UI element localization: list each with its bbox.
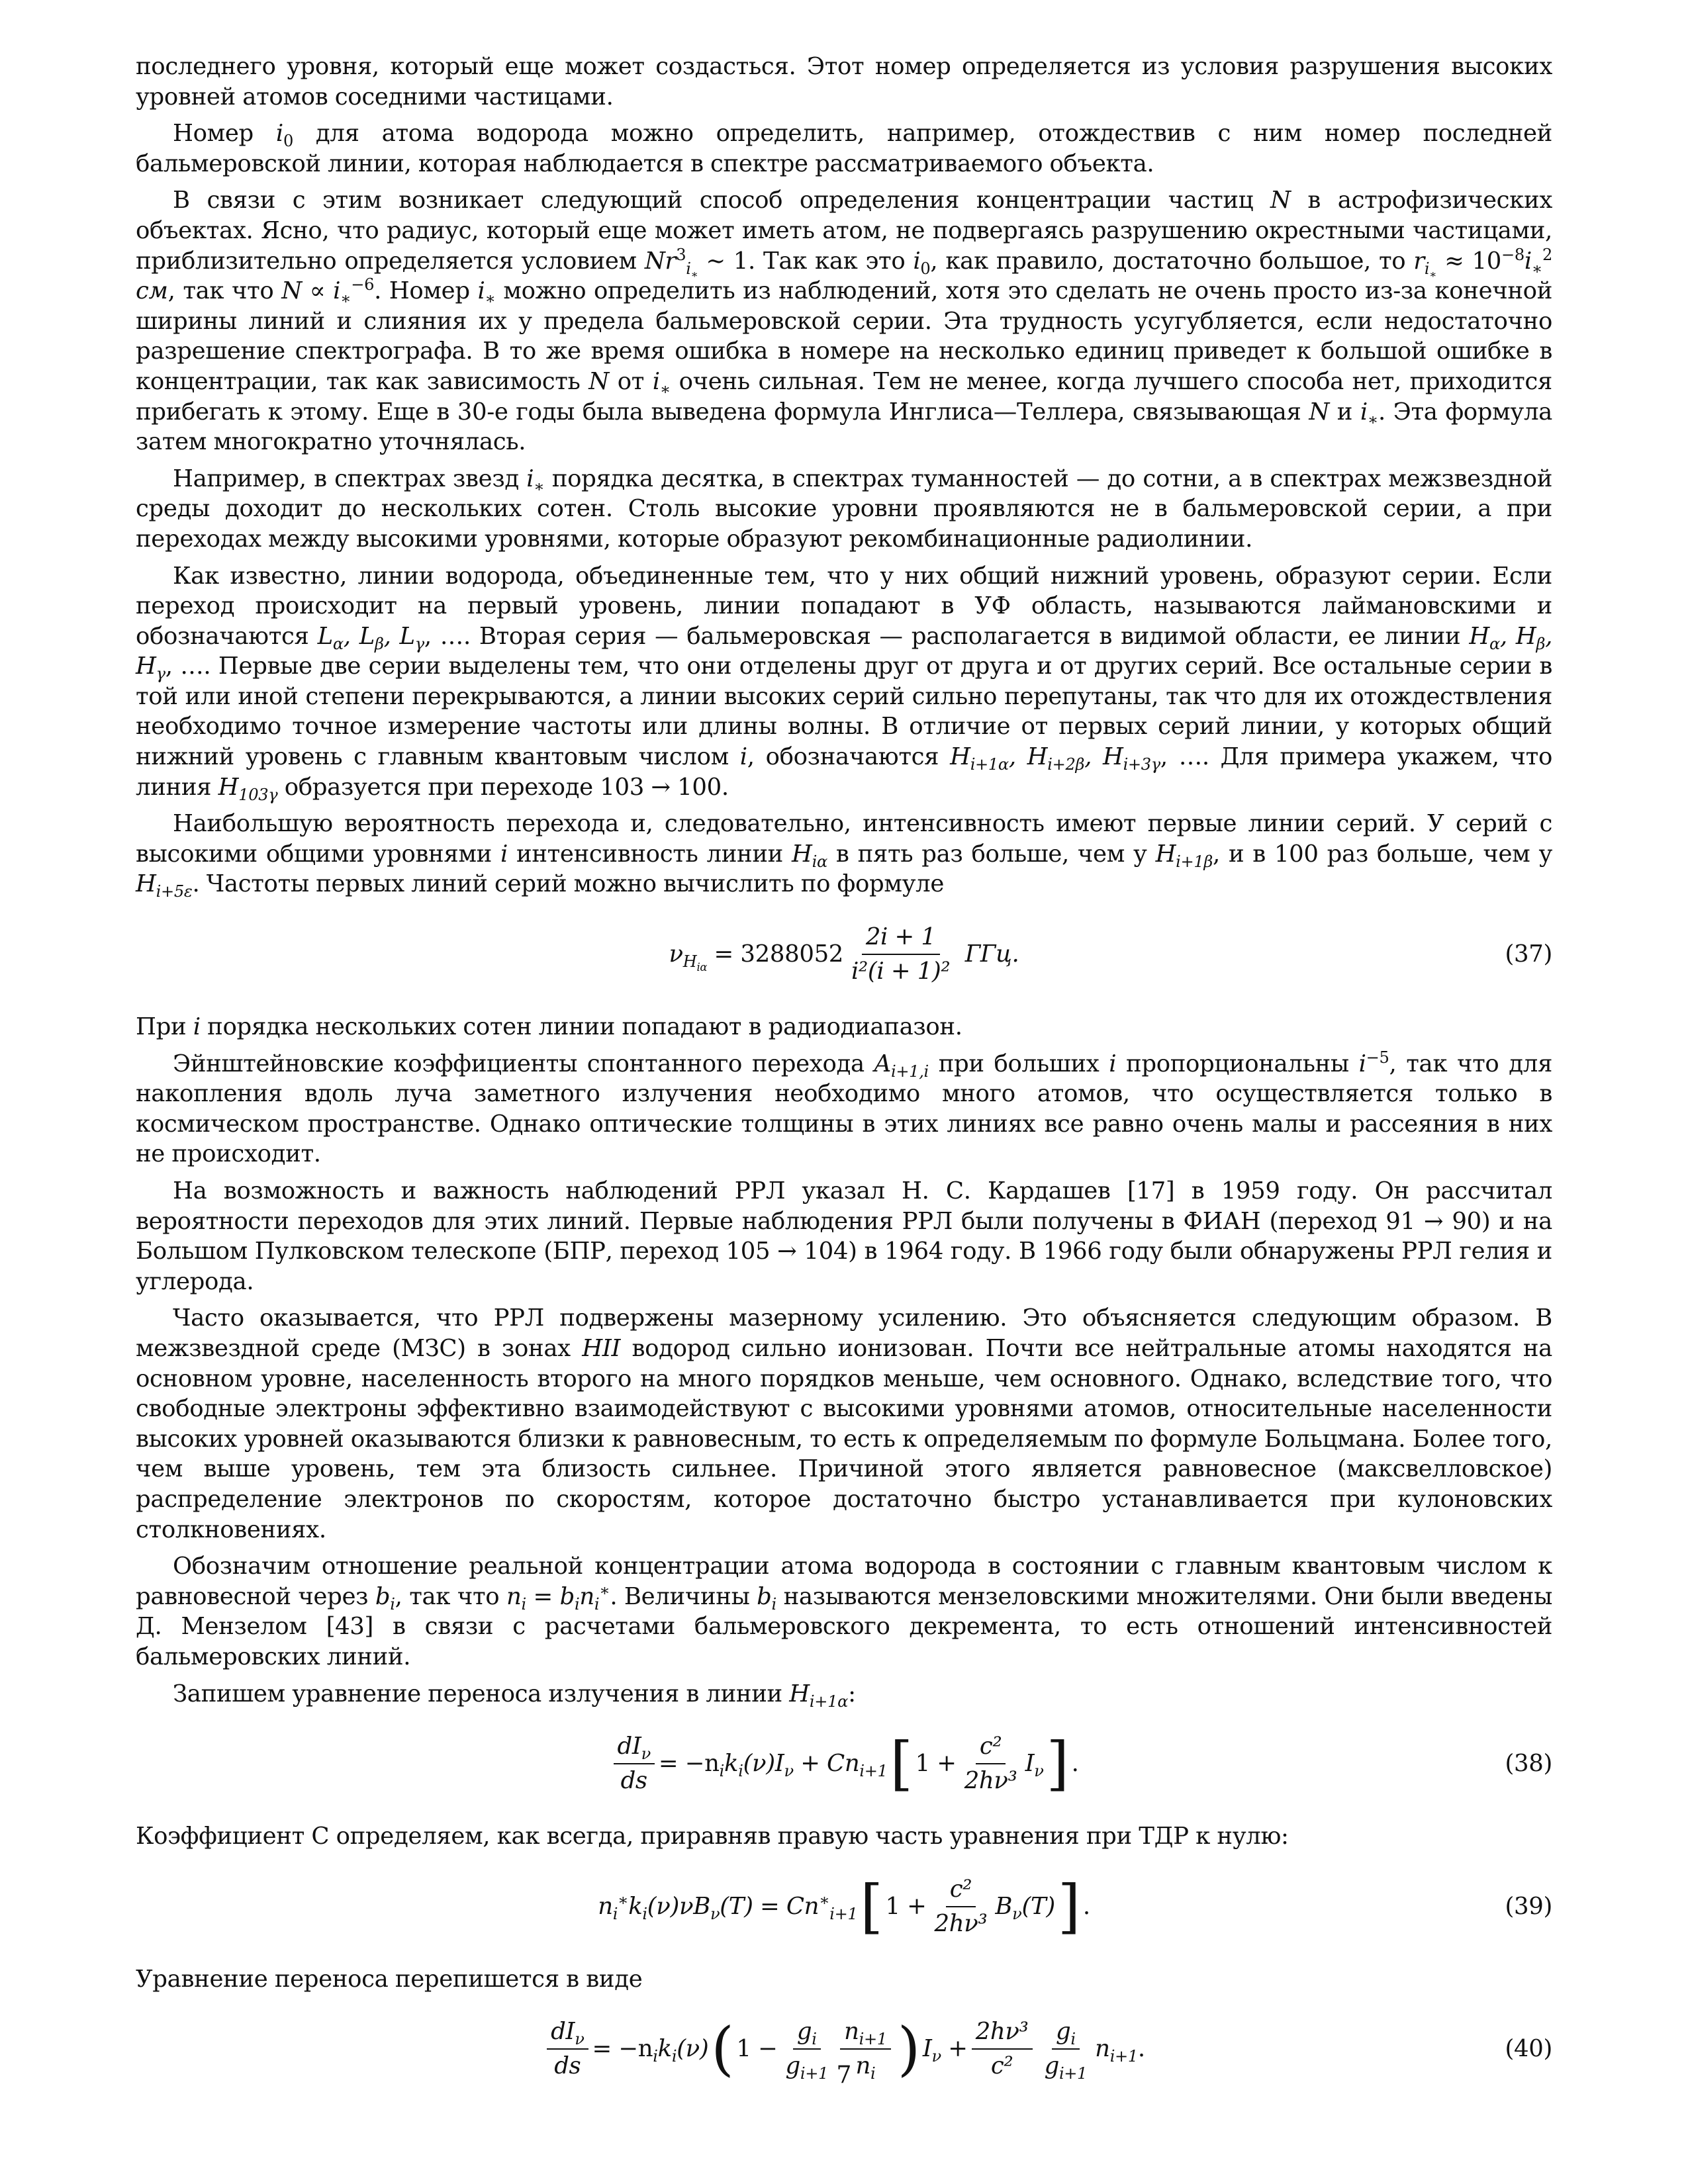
equation-38: $\frac{dI_\nu}{ds}$ = $-n_ik_i(\nu)I_\nu + Cn_{i+1}$ [ 1 + $\frac{\text{c²}}{\text{2hν³}}$ $I_\nu$ ] . (38) <box>136 1721 1552 1807</box>
fraction: $\frac{2i + 1}{\text{i²(i + 1)²}}$ <box>851 923 951 985</box>
math-ni-eq: $n_i = b_in_i^∗$ <box>506 1580 610 1614</box>
math-i: i <box>739 743 747 771</box>
paragraph-7: При i порядка нескольких сотен линии попадают в радиодиапазон. <box>136 1013 962 1041</box>
math-i: i <box>193 1013 201 1041</box>
math-N: N <box>1309 398 1330 426</box>
paragraph-14: Уравнение переноса перепишется в виде <box>136 1965 643 1993</box>
text: последнего уровня, который еще может создасться. Этот номер определяется из условия разрушения высоких уровней атомов соседними частицами. <box>136 53 1552 111</box>
math-high-series: $H_{i+1\alpha}$, $H_{i+2\beta}$, $H_{i+3\gamma}$, … <box>950 743 1202 774</box>
document-page <box>136 52 1552 2107</box>
equation-number: (38) <box>1505 1750 1552 1778</box>
math-lyman-series: $L_\alpha$, $L_\beta$, $L_\gamma$, … <box>317 622 463 653</box>
paragraph-4: Например, в спектрах звезд $i_∗$ порядка десятка, в спектрах туманностей — до сотни, а в спектрах межзвездной среды доходит до нескольких сотен. Столь высокие уровни проявляются не в бальмеровской серии, а при переходах между высокими уровнями, которые образуют рекомбинационные радиолинии. <box>136 465 1553 553</box>
math-N: N <box>1270 187 1291 214</box>
math-i-pow: $i^{-5}$ <box>1358 1048 1389 1077</box>
math-i0: $i_0$ <box>913 247 931 278</box>
math-i: i <box>1109 1050 1117 1077</box>
math-istar: $i_∗$ <box>1360 398 1378 429</box>
math-h-i5e: $H_{i+5\varepsilon}$ <box>136 870 193 901</box>
paragraph-10: Часто оказывается, что РРЛ подвержены мазерному усилению. Это объясняется следующим образом. В межзвездной среде (МЗС) в зонах HII водород сильно ионизован. Почти все нейтральные атомы находятся на основном уровне, населенность второго на много порядков меньше, чем основного. Однако, вследствие того, что свободные электроны эффективно взаимодействуют с высокими уровнями атомов, относительные населенности высоких уровней оказываются близки к равновесным, то есть к определяемым по формуле Больцмана. Более того, чем выше уровень, тем эта близость сильнее. Причиной этого является равновесное (максвелловское) распределение электронов по скоростям, которое достаточно быстро устанавливается при кулоновских столкновениях. <box>136 1304 1553 1543</box>
math-istar: $i_∗$ <box>652 367 671 399</box>
math-bi: $b_i$ <box>757 1582 776 1614</box>
math-N: N <box>588 367 609 395</box>
text: для атома водорода можно определить, например, отождествив с ним номер последней бальмеровской линии, которая наблюдается в спектре рассматриваемого объекта. <box>136 120 1552 177</box>
paragraph-9: На возможность и важность наблюдений РРЛ указал Н. С. Кардашев [17] в 1959 году. Он рассчитал вероятности переходов для этих линий. Первые наблюдения РРЛ были получены в ФИАН (переход 91 → 90) и на Большом Пулковском телескопе (БПР, переход 105 → 104) в 1964 году. В 1966 году были обнаружены РРЛ гелия и углерода. <box>136 1177 1552 1295</box>
equation-number: (39) <box>1505 1892 1552 1920</box>
math-h-ia: $H_{i\alpha}$ <box>791 840 827 871</box>
math-h-i1a: $H_{i+1\alpha}$ <box>789 1680 849 1711</box>
paragraph-5: Как известно, линии водорода, объединенные тем, что у них общий нижний уровень, образуют серии. Если переход происходит на первый уровень, линии попадают в УФ область, называются лаймановскими и обозначаются $L_\alpha$, $L_\beta$, $L_\gamma$, …. Вторая серия — бальмеровская — располагается в видимой области, ее линии $H_\alpha$, $H_\beta$, $H_\gamma$, …. Первые две серии выделены тем, что они отделены друг от друга и от других серий. Все остальные серии в той или иной степени перекрываются, а линии высоких серий сильно перепутаны, так что для их отождествления необходимо точное измерение частоты или длины волны. В отличие от первых серий линии, у которых общий нижний уровень с главным квантовым числом i, обозначаются $H_{i+1\alpha}$, $H_{i+2\beta}$, $H_{i+3\gamma}$, …. Для примера укажем, что линия $H_{103\gamma}$ образуется при переходе 103 → 100. <box>136 562 1553 804</box>
page-number: 7 <box>836 2062 852 2089</box>
math-bi: $b_i$ <box>375 1582 395 1614</box>
equation-number: (40) <box>1505 2035 1552 2063</box>
paragraph-6: Наибольшую вероятность перехода и, следовательно, интенсивность имеют первые линии серий. У серий с высокими общими уровнями i интенсивность линии $H_{i\alpha}$ в пять раз больше, чем у $H_{i+1\beta}$, и в 100 раз больше, чем у $H_{i+5\varepsilon}$. Частоты первых линий серий можно вычислить по формуле <box>136 810 1552 901</box>
math-i: i <box>500 840 508 868</box>
paragraph-11: Обозначим отношение реальной концентрации атома водорода в состоянии с главным квантовым числом к равновесной через $b_i$, так что $n_i = b_in_i^∗$. Величины $b_i$ называются мензеловскими множителями. Они были введены Д. Мензелом [43] в связи с расчетами бальмеровского декремента, то есть отношений интенсивностей бальмеровских линий. <box>136 1553 1552 1670</box>
math-condition: $Nr^3_{i_∗}$ ∼ 1 <box>644 245 749 281</box>
paragraph-3: В связи с этим возникает следующий способ определения концентрации частиц N в астрофизических объектах. Ясно, что радиус, который еще может иметь атом, не подвергаясь разрушению окрестными частицами, приблизительно определяется условием $Nr^3_{i_∗}$ ∼ 1. Так как это $i_0$, как правило, достаточно большое, то $r_{i_∗} \approx 10^{-8}i_∗^2$ см, так что $N \propto i_∗^{-6}$. Номер $i_∗$ можно определить из наблюдений, хотя это сделать не очень просто из-за конечной ширины линий и слияния их у предела бальмеровской серии. Эта трудность усугубляется, если недостаточно разрешение спектрографа. В то же время ошибка в номере на несколько единиц приведет к большой ошибке в концентрации, так как зависимость N от $i_∗$ очень сильная. Тем не менее, когда лучшего способа нет, приходится прибегать к этому. Еще в 30-е годы была выведена формула Инглиса—Теллера, связывающая N и $i_∗$. Эта формула затем многократно уточнялась. <box>136 187 1553 456</box>
math-proportional: $N \propto i_∗^{-6}$ <box>281 275 375 308</box>
math-h103: $H_{103\gamma}$ <box>218 773 278 804</box>
paragraph-13: Коэффициент C определяем, как всегда, приравняв правую часть уравнения при ТДР к нулю: <box>136 1823 1289 1850</box>
equation-39: $n_i^∗k_i(\nu)\nu B_\nu(T) = Cn^∗_{i+1}$ [ 1 + $\frac{\text{c²}}{\text{2hν³}}$ $B_\nu(T)$ ] . (39) <box>598 1872 1552 1940</box>
paragraph-2 <box>136 118 1552 179</box>
math-radius: $r_{i_∗} \approx 10^{-8}i_∗^2$ см <box>136 245 1552 305</box>
math-i0: $i_0$ <box>275 120 293 151</box>
math-einstein-coef: $A_{i+1,i}$ <box>874 1050 929 1081</box>
equation-number: (37) <box>1505 940 1552 968</box>
math-istar: $i_∗$ <box>526 465 545 496</box>
math-h-i1b: $H_{i+1\beta}$ <box>1155 840 1213 871</box>
math-HII: HII <box>582 1334 621 1362</box>
text: Номер <box>173 120 276 148</box>
paragraph-8: Эйнштейновские коэффициенты спонтанного перехода $A_{i+1,i}$ при больших i пропорциональны $i^{-5}$, так что для накопления вдоль луча заметного излучения необходимо много атомов, что осуществляется только в космическом пространстве. Однако оптические толщины в этих линиях все равно очень малы и рассеяния в них не происходит. <box>136 1048 1552 1168</box>
equation-40: $\frac{dI_\nu}{ds}$ = $-n_ik_i(\nu)$ ( 1 − $\frac{g_i}{g_{i+1}}$ $\frac{n_{i+1}}{n_i}$ ) $I_\nu$ + $\frac{\text{2hν³}}{\text{c²}}$ $\frac{g_i}{g_{i+1}}$ $n_{i+1}$. (40) <box>136 2006 1552 2092</box>
equation-37: $\nu_{H_{i\alpha}} = 3288052$ $\frac{2i + 1}{\text{i²(i + 1)²}}$ ГГц. (37) <box>136 911 1552 997</box>
math-balmer-series: $H_\alpha$, $H_\beta$, $H_\gamma$, … <box>136 622 1553 684</box>
math-istar: $i_∗$ <box>477 277 496 308</box>
paragraph-12: Запишем уравнение переноса излучения в линии $H_{i+1\alpha}$: <box>173 1680 856 1711</box>
paragraph-1 <box>136 52 1552 112</box>
